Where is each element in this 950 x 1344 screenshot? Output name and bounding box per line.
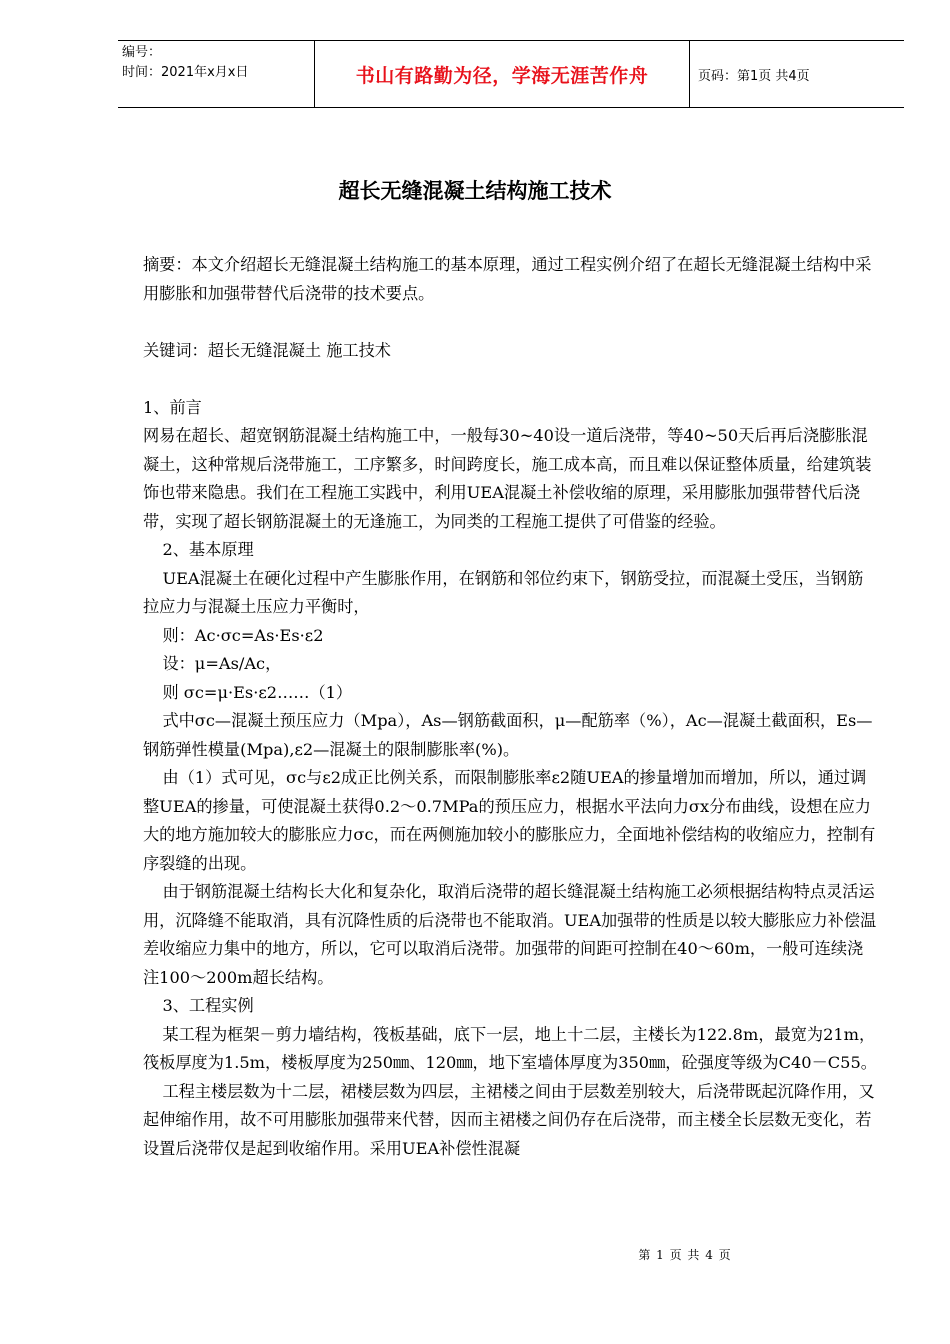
footer-page-number: 第 1 页 共 4 页	[638, 1248, 732, 1262]
section2-paragraph-4: 由于钢筋混凝土结构长大化和复杂化，取消后浇带的超长缝混凝土结构施工必须根据结构特点灵活运用，沉降缝不能取消，具有沉降性质的后浇带也不能取消。UEA加强带的性质是以较大膨胀应力补偿温差收缩应力集中的地方，所以，它可以取消后浇带。加强带的间距可控制在40～60m，一般可连续浇注100～200m超长结构。	[143, 882, 877, 987]
formula-2: 设：μ=As/Ac，	[162, 654, 282, 673]
time-label: 时间：2021年x月x日	[122, 65, 249, 80]
motto-text: 书山有路勤为径，学海无涯苦作舟	[355, 64, 649, 87]
document-title: 超长无缝混凝土结构施工技术	[338, 179, 612, 203]
header-meta	[118, 41, 314, 107]
header-page-cell	[690, 41, 904, 107]
section2-heading: 2、基本原理	[162, 540, 254, 559]
section2-paragraph-2: 式中σc—混凝土预压应力（Mpa），As—钢筋截面积，μ—配筋率（%），Ac—混凝土截面积，Es—钢筋弹性模量(Mpa),ε2—混凝土的限制膨胀率(%)。	[143, 711, 873, 759]
page-label: 页码：第1页 共4页	[698, 68, 810, 84]
formula-1: 则：Ac·σc=As·Es·ε2	[162, 625, 324, 645]
section2-paragraph-1: UEA混凝土在硬化过程中产生膨胀作用，在钢筋和邻位约束下，钢筋受拉，而混凝土受压，当钢筋拉应力与混凝土压应力平衡时，	[143, 568, 864, 616]
keywords-paragraph: 关键词：超长无缝混凝土 施工技术	[143, 340, 391, 360]
formula-3: 则 σc=μ·Es·ε2……（1）	[162, 682, 353, 702]
section3-paragraph-1: 某工程为框架－剪力墙结构，筏板基础，底下一层，地上十二层，主楼长为122.8m，最宽为21m，筏板厚度为1.5m，楼板厚度为250㎜、120㎜，地下室墙体厚度为350㎜，砼强度等级为C40－C55。	[143, 1024, 877, 1072]
number-label: 编号：	[122, 45, 162, 60]
document-body	[143, 251, 878, 1163]
header-table	[118, 40, 904, 108]
header-motto-cell	[314, 41, 690, 107]
page-footer	[0, 1246, 950, 1263]
section1-paragraph: 网易在超长、超宽钢筋混凝土结构施工中，一般每30~40设一道后浇带，等40~50天后再后浇膨胀混凝土，这种常规后浇带施工，工序繁多，时间跨度长，施工成本高，而且难以保证整体质量，给建筑装饰也带来隐患。我们在工程施工实践中，利用UEA混凝土补偿收缩的原理，采用膨胀加强带替代后浇带，实现了超长钢筋混凝土的无逢施工，为同类的工程施工提供了可借鉴的经验。	[143, 426, 872, 531]
section2-paragraph-3: 由（1）式可见，σc与ε2成正比例关系，而限制膨胀率ε2随UEA的掺量增加而增加，所以，通过调整UEA的掺量，可使混凝土获得0.2～0.7MPa的预压应力，根据水平法向力σx分布曲线，设想在应力大的地方施加较大的膨胀应力σc，而在两侧施加较小的膨胀应力，全面地补偿结构的收缩应力，控制有序裂缝的出现。	[143, 768, 876, 873]
section1-heading: 1、前言	[143, 397, 202, 417]
section3-heading: 3、工程实例	[162, 996, 254, 1015]
section3-paragraph-2: 工程主楼层数为十二层，裙楼层数为四层，主裙楼之间由于层数差别较大，后浇带既起沉降作用，又起伸缩作用，故不可用膨胀加强带来代替，因而主裙楼之间仍存在后浇带，而主楼全长层数无变化，若设置后浇带仅是起到收缩作用。采用UEA补偿性混凝	[143, 1081, 875, 1158]
abstract-paragraph: 摘要：本文介绍超长无缝混凝土结构施工的基本原理，通过工程实例介绍了在超长无缝混凝土结构中采用膨胀和加强带替代后浇带的技术要点。	[143, 255, 872, 303]
